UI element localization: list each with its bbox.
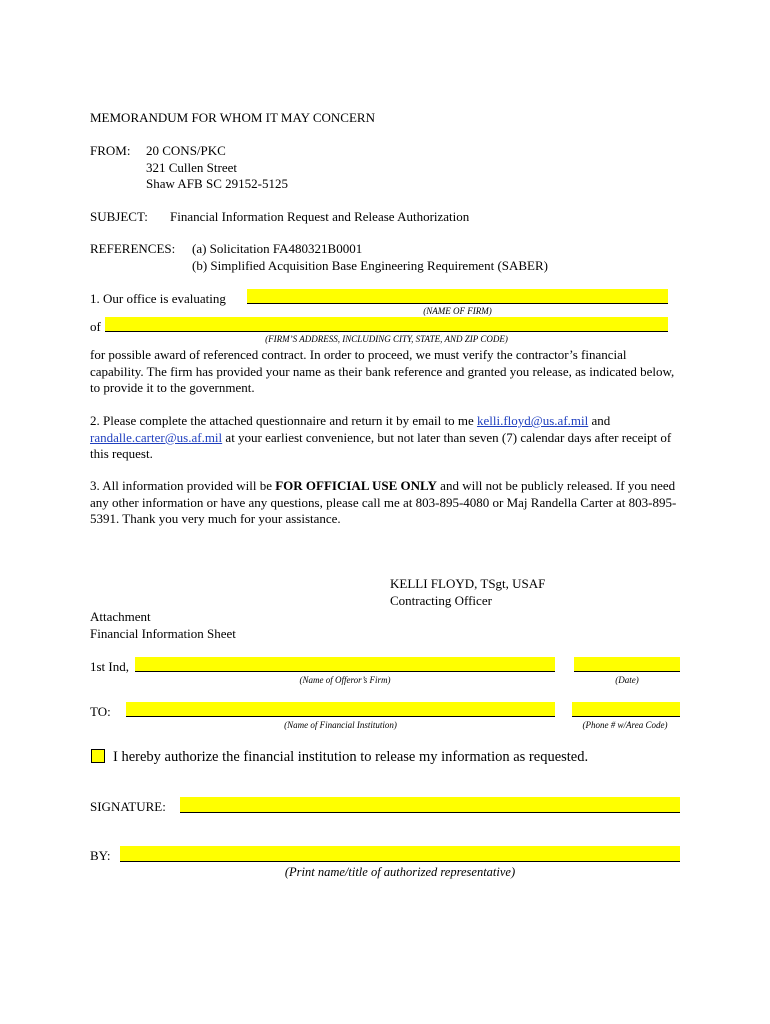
by-caption: (Print name/title of authorized representative) <box>284 865 516 879</box>
by-label: BY: <box>90 848 111 863</box>
para1-body: for possible award of referenced contract. In order to proceed, we must verify the contractor’s financial capability. The firm has provided your name as their bank reference and granted you release, as indicated below, to provide it to the government. <box>90 347 675 395</box>
phone-caption: (Phone # w/Area Code) <box>582 720 668 730</box>
offeror-firm-caption: (Name of Offeror’s Firm) <box>299 675 391 685</box>
signature-field[interactable] <box>180 797 680 813</box>
institution-caption: (Name of Financial Institution) <box>284 720 397 730</box>
attachment-label: Attachment <box>90 609 151 624</box>
memo-line: MEMORANDUM FOR WHOM IT MAY CONCERN <box>90 110 375 125</box>
para2-before: 2. Please complete the attached questionnaire and return it by email to me <box>90 413 477 428</box>
firm-address-field[interactable] <box>105 317 668 332</box>
reference-b: (b) Simplified Acquisition Base Engineering Requirement (SABER) <box>192 258 549 273</box>
email-link-floyd[interactable]: kelli.floyd@us.af.mil <box>476 413 589 428</box>
indorsement-label: 1st Ind, <box>90 659 129 674</box>
offeror-firm-field[interactable] <box>135 657 555 672</box>
from-line-1: 20 CONS/PKC <box>146 143 226 158</box>
signer-title: Contracting Officer <box>390 593 492 608</box>
from-label: FROM: <box>90 143 131 158</box>
date-field[interactable] <box>574 657 680 672</box>
para2 <box>90 413 672 463</box>
phone-field[interactable] <box>572 702 680 717</box>
fouo-text: FOR OFFICIAL USE ONLY <box>275 478 437 493</box>
para2-middle: and <box>588 413 611 428</box>
by-field[interactable] <box>120 846 680 862</box>
references-label: REFERENCES: <box>90 241 176 256</box>
subject-label: SUBJECT: <box>90 209 148 224</box>
firm-name-caption: (NAME OF FIRM) <box>423 306 492 316</box>
reference-a: (a) Solicitation FA480321B0001 <box>192 241 363 256</box>
para3-after: and will not be publicly released. If you need any other information or have any questions, please call me at 803-895-4080 or Maj Randella Carter at 803-895-5391. Thank you very much for your assistance. <box>90 478 677 526</box>
authorization-checkbox[interactable] <box>91 749 105 763</box>
institution-field[interactable] <box>126 702 555 717</box>
attachment-item: Financial Information Sheet <box>90 626 236 641</box>
para3 <box>90 478 680 528</box>
signer-name: KELLI FLOYD, TSgt, USAF <box>390 576 546 591</box>
from-line-3: Shaw AFB SC 29152-5125 <box>146 176 288 191</box>
email-link-carter[interactable]: randalle.carter@us.af.mil <box>90 429 223 445</box>
from-line-2: 321 Cullen Street <box>146 160 237 175</box>
para3-before: 3. All information provided will be <box>90 478 276 493</box>
firm-address-caption: (FIRM’S ADDRESS, INCLUDING CITY, STATE, AND ZIP CODE) <box>265 334 508 344</box>
para2-after: at your earliest convenience, but not later than seven (7) calendar days after receipt of this request. <box>90 429 672 461</box>
to-label: TO: <box>90 704 111 719</box>
authorization-text: I hereby authorize the financial institution to release my information as requested. <box>113 749 589 765</box>
subject-text: Financial Information Request and Release Authorization <box>170 209 470 224</box>
signature-label: SIGNATURE: <box>90 799 166 814</box>
of-label: of <box>90 319 101 334</box>
firm-name-field[interactable] <box>247 289 668 304</box>
date-caption: (Date) <box>615 675 639 685</box>
para1-lead: 1. Our office is evaluating <box>90 291 226 306</box>
